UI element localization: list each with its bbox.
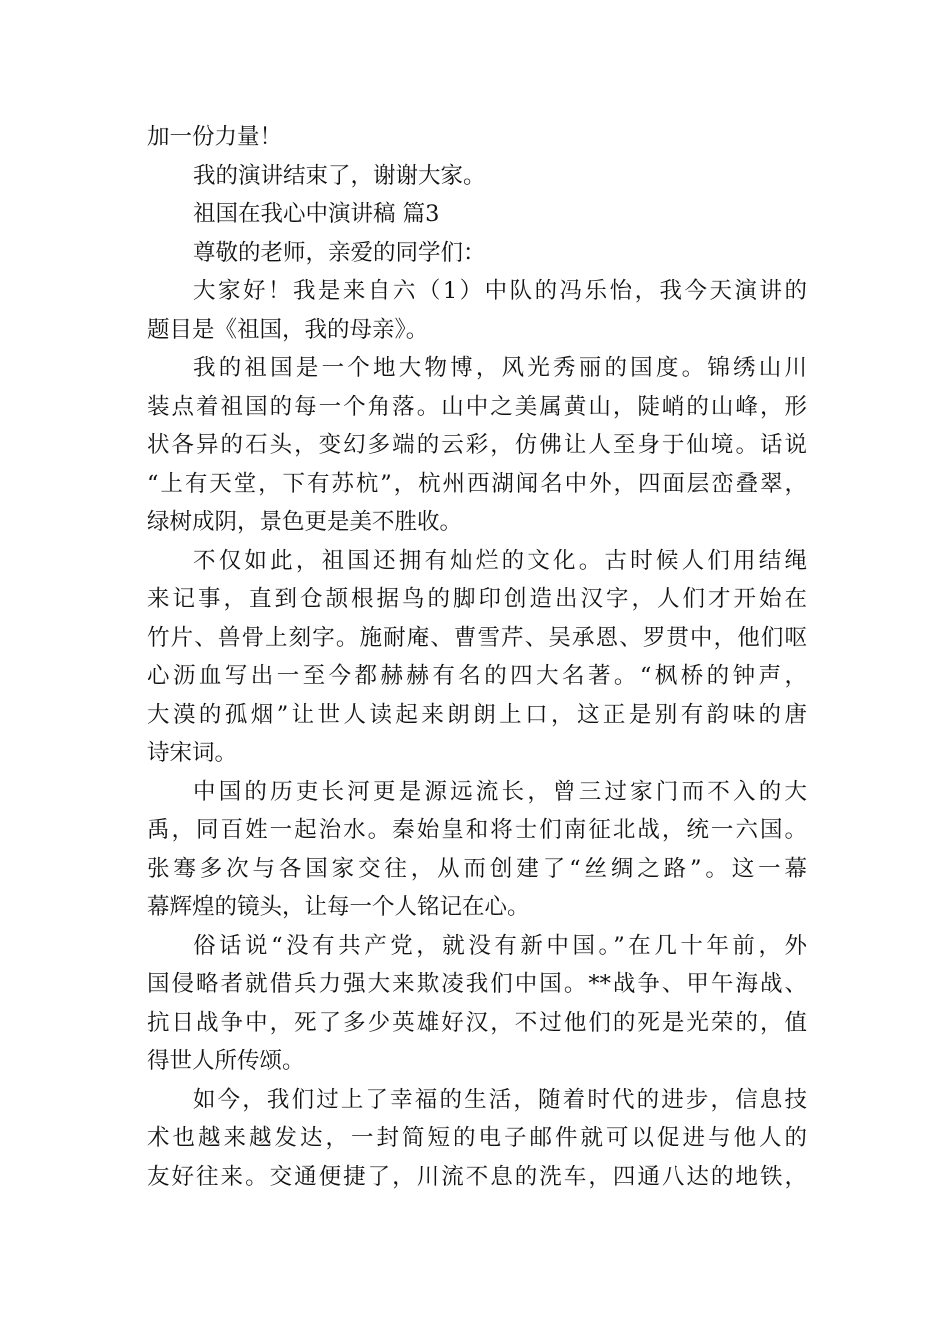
text-line: 加一份力量！	[147, 124, 283, 150]
text-line: 诗宋词。	[147, 740, 238, 766]
text-line: 中国的历吏长河更是源远流长，曾三过家门而不入的大	[193, 778, 807, 805]
text-line: 友好往来。交通便捷了，川流不息的洗车，四通八达的地铁，	[147, 1163, 807, 1190]
text-line: 大家好！我是来自六（1）中队的冯乐怡，我今天演讲的	[193, 278, 807, 304]
text-line: 得世人所传颂。	[147, 1048, 305, 1074]
text-line: 竹片、兽骨上刻字。施耐庵、曹雪芹、吴承恩、罗贯中，他们呕	[147, 624, 807, 651]
text-line: 俗话说“没有共产党，就没有新中国。”在几十年前，外	[193, 932, 807, 959]
text-line: 尊敬的老师，亲爱的同学们：	[193, 239, 486, 266]
text-line: 不仅如此，祖国还拥有灿烂的文化。古时候人们用结绳	[193, 547, 807, 574]
document-body	[147, 118, 807, 1196]
document-page	[147, 118, 807, 1196]
text-line: 题目是《祖国，我的母亲》。	[147, 316, 429, 343]
text-line: 心沥血写出一至今都赫赫有名的四大名著。“枫桥的钟声，	[147, 663, 807, 689]
text-line: “上有天堂，下有苏杭”，杭州西湖闻名中外，四面层峦叠翠，	[147, 470, 807, 497]
text-line: 状各异的石头，变幻多端的云彩，仿佛让人至身于仙境。话说	[147, 432, 807, 458]
text-line: 术也越来越发达，一封简短的电子邮件就可以促进与他人的	[147, 1125, 807, 1151]
text-line: 绿树成阴，景色更是美不胜收。	[147, 509, 463, 535]
text-line: 幕辉煌的镜头，让每一个人铭记在心。	[147, 894, 530, 920]
text-line: 装点着祖国的每一个角落。山中之美属黄山，陡峭的山峰，形	[147, 393, 807, 420]
text-line: 抗日战争中，死了多少英雄好汉，不过他们的死是光荣的，值	[147, 1009, 807, 1036]
text-line: 我的祖国是一个地大物博，风光秀丽的国度。锦绣山川	[193, 355, 807, 381]
text-line: 我的演讲结束了，谢谢大家。	[193, 162, 486, 189]
text-line: 禹，同百姓一起治水。秦始皇和将士们南征北战，统一六国。	[147, 817, 807, 843]
text-line: 来记事，直到仓颉根据鸟的脚印创造出汉字，人们才开始在	[147, 586, 807, 612]
text-line: 祖国在我心中演讲稿 篇3	[193, 201, 440, 227]
text-line: 国侵略者就借兵力强大来欺凌我们中国。**战争、甲午海战、	[147, 971, 807, 997]
text-line: 如今，我们过上了幸福的生活，随着时代的进步，信息技	[193, 1086, 807, 1113]
text-line: 张骞多次与各国家交往，从而创建了“丝绸之路”。这一幕	[147, 855, 807, 882]
text-line: 大漠的孤烟”让世人读起来朗朗上口，这正是别有韵味的唐	[147, 701, 807, 728]
